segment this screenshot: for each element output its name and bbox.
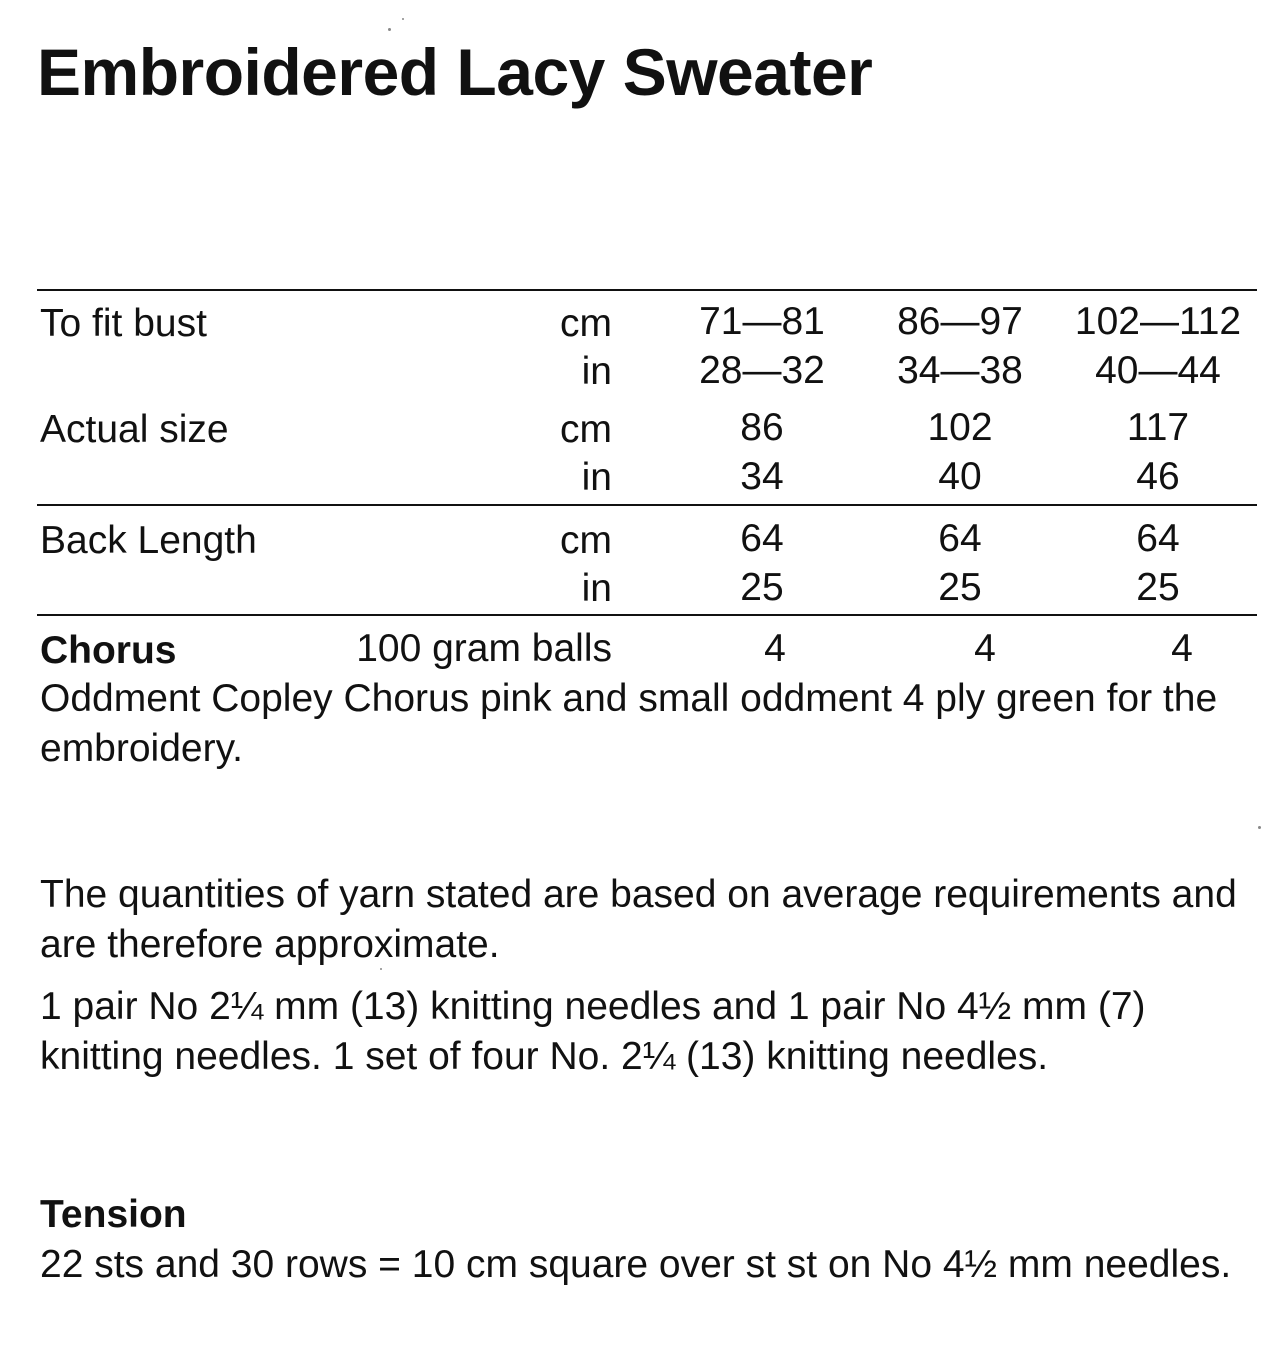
- needles-paragraph: 1 pair No 2¼ mm (13) knitting needles and 1 pair No 4½ mm (7) knitting needles. 1 set of four No. 2¼ (13) knitting needles.: [40, 985, 1146, 1078]
- table-cell: 4: [1171, 627, 1193, 670]
- table-cell: 64: [740, 517, 784, 560]
- table-cell: 34: [740, 455, 784, 498]
- table-cell: 25: [1136, 566, 1180, 609]
- row-unit: cm: [560, 408, 612, 451]
- row-label: Back Length: [40, 519, 257, 562]
- table-cell: 86—97: [897, 300, 1023, 343]
- table-cell: 86: [740, 406, 784, 449]
- row-label: Actual size: [40, 408, 229, 451]
- tension-heading: Tension: [40, 1193, 187, 1236]
- table-rule-after-actual-size: [37, 504, 1257, 506]
- table-cell: 64: [938, 517, 982, 560]
- table-cell: 102: [927, 406, 993, 449]
- row-unit: cm: [560, 519, 612, 562]
- tension-paragraph: 22 sts and 30 rows = 10 cm square over st st on No 4½ mm needles.: [40, 1243, 1232, 1286]
- row-label: To fit bust: [40, 302, 207, 345]
- scan-speck: [1258, 826, 1261, 829]
- table-cell: 28—32: [699, 349, 825, 392]
- table-top-rule: [37, 289, 1257, 291]
- table-cell: 64: [1136, 517, 1180, 560]
- table-cell: 46: [1136, 455, 1180, 498]
- table-cell: 71—81: [699, 300, 825, 343]
- page-title: Embroidered Lacy Sweater: [37, 35, 873, 109]
- table-cell: 34—38: [897, 349, 1023, 392]
- oddment-paragraph: Oddment Copley Chorus pink and small oddment 4 ply green for the embroidery.: [40, 677, 1218, 770]
- scan-speck: [380, 968, 382, 970]
- table-rule-after-back-length: [37, 614, 1257, 616]
- row-unit: in: [581, 456, 612, 499]
- table-cell: 4: [764, 627, 786, 670]
- yarn-unit: 100 gram balls: [356, 627, 612, 670]
- table-cell: 117: [1126, 406, 1190, 449]
- scan-speck: [402, 18, 404, 20]
- table-cell: 40—44: [1095, 349, 1221, 392]
- table-cell: 4: [974, 627, 996, 670]
- row-unit: in: [581, 567, 612, 610]
- table-cell: 102—112: [1074, 300, 1242, 343]
- quantities-paragraph: The quantities of yarn stated are based on average requirements and are therefore approximate.: [40, 873, 1237, 966]
- table-cell: 40: [938, 455, 982, 498]
- row-unit: cm: [560, 302, 612, 345]
- table-cell: 25: [938, 566, 982, 609]
- row-unit: in: [581, 350, 612, 393]
- scan-speck: [388, 28, 391, 31]
- table-cell: 25: [740, 566, 784, 609]
- yarn-name: Chorus: [40, 629, 177, 672]
